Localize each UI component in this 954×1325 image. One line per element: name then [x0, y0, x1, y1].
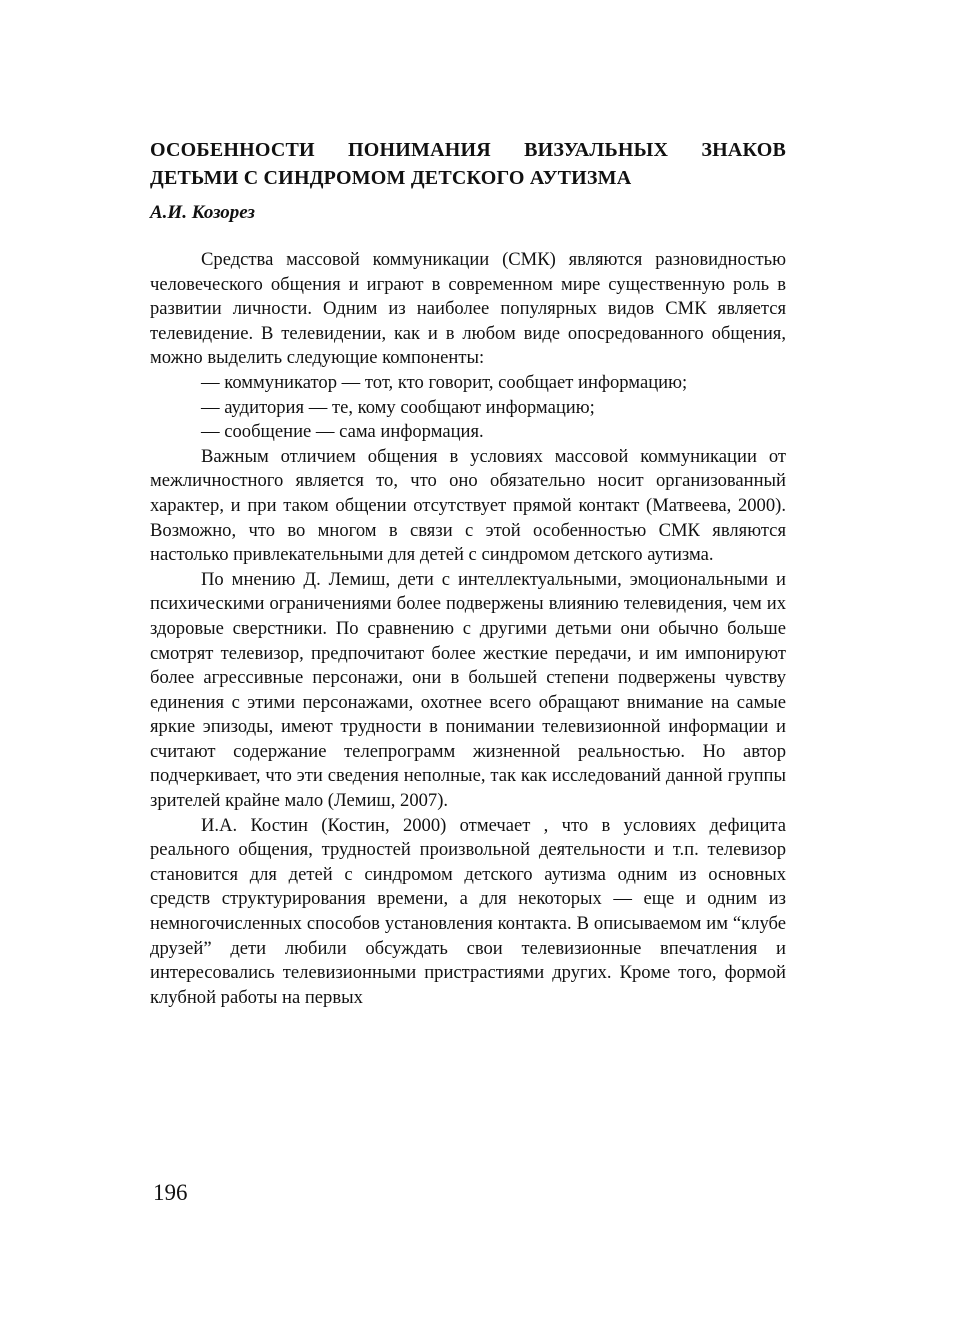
- paragraph-4: И.А. Костин (Костин, 2000) отмечает , что в условиях дефицита реального общения, трудностей произвольной деятельности и т.п. телевизор становится для детей с синдромом детского аутизма одним из основных средств структурирования времени, а для некоторых — еще и одним из немногочисленных способов установления контакта. В описываемом им “клубе друзей” дети любили обсуждать свои телевизионные впечатления и интересовались телевизионными пристрастиями других. Кроме того, формой клубной работы на первых: [150, 814, 786, 1008]
- list-item-audience: — аудитория — те, кому сообщают информацию;: [201, 396, 595, 418]
- page-number: 196: [153, 1180, 188, 1205]
- page-content: [150, 136, 786, 1010]
- list-item-message: — сообщение — сама информация.: [201, 421, 484, 443]
- paragraph-1: Средства массовой коммуникации (СМК) являются разновидностью человеческого общения и играют в современном мире существенную роль в развитии личности. Одним из наиболее популярных видов СМК является телевидение. В телевидении, как и в любом виде опосредованного общения, можно выделить следующие компоненты:: [150, 249, 786, 369]
- paragraph-3: По мнению Д. Лемиш, дети с интеллектуальными, эмоциональными и психическими ограничениями более подвержены влиянию телевидения, чем их здоровые сверстники. По сравнению с другими детьми они обычно больше смотрят телевизор, предпочитают более жесткие передачи, и им импонируют более агрессивные персонажи, они в большей степени подвержены чувству единения с этими персонажами, охотнее всего обращают внимание на самые яркие эпизоды, имеют трудности в понимании телевизионной информации и считают содержание телепрограмм жизненной реальностью. Но автор подчеркивает, что эти сведения неполные, так как исследований данной группы зрителей крайне мало (Лемиш, 2007).: [150, 568, 786, 812]
- article-title-line-2: ДЕТЬМИ С СИНДРОМОМ ДЕТСКОГО АУТИЗМА: [150, 167, 632, 189]
- article-title: [150, 136, 786, 192]
- list-item-communicator: — коммуникатор — тот, кто говорит, сообщает информацию;: [201, 371, 688, 393]
- article-body: [150, 248, 786, 1010]
- article-author: А.И. Козорез: [150, 202, 255, 223]
- article-title-line-1: ОСОБЕННОСТИ ПОНИМАНИЯ ВИЗУАЛЬНЫХ ЗНАКОВ: [150, 139, 786, 161]
- paragraph-2: Важным отличием общения в условиях массовой коммуникации от межличностного является то, что оно обязательно носит организованный характер, и при таком общении отсутствует прямой контакт (Матвеева, 2000). Возможно, что во многом в связи с этой особенностью СМК являются настолько привлекательными для детей с синдромом детского аутизма.: [150, 445, 786, 566]
